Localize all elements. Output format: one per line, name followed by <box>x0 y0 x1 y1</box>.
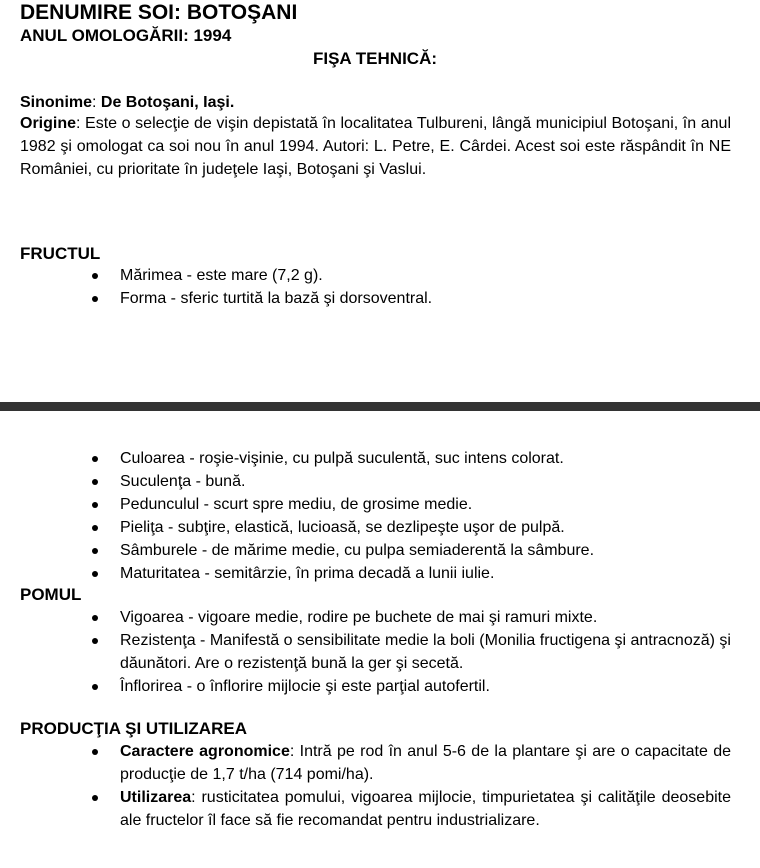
bullet-icon <box>92 749 98 755</box>
bullet-icon <box>92 638 98 644</box>
list-item: Rezistenţa - Manifestă o sensibilitate medie la boli (Monilia fructigena şi antracnoză) şi dăunători. Are o rezistenţă bună la ger şi secetă. <box>0 629 731 675</box>
fruit-section-title: FRUCTUL <box>20 244 101 263</box>
bullet-icon <box>92 684 98 690</box>
fruit-list-top <box>0 264 731 310</box>
list-item: Caractere agronomice: Intră pe rod în anul 5-6 de la plantare şi are o capacitate de producţie de 1,7 t/ha (714 pomi/ha). <box>0 740 731 786</box>
bullet-icon <box>92 615 98 621</box>
list-item: Pedunculul - scurt spre mediu, de grosime medie. <box>0 493 731 516</box>
list-item: Pieliţa - subţire, elastică, lucioasă, se dezlipeşte uşor de pulpă. <box>0 516 731 539</box>
production-list <box>0 740 731 832</box>
origin-label: Origine <box>20 115 77 132</box>
bullet-icon <box>92 525 98 531</box>
list-item: Mărimea - este mare (7,2 g). <box>0 264 731 287</box>
bullet-icon <box>92 502 98 508</box>
list-item: Maturitatea - semitârzie, în prima decadă a lunii iulie. <box>0 562 731 585</box>
synonyms-separator: : <box>92 94 101 111</box>
list-item: Suculenţa - bună. <box>0 470 731 493</box>
production-section-title: PRODUCŢIA ŞI UTILIZAREA <box>20 719 247 738</box>
bullet-icon <box>92 479 98 485</box>
page-divider <box>0 402 760 411</box>
tree-section-title: POMUL <box>20 585 82 604</box>
synonyms-value: De Botoşani, Iaşi. <box>100 94 235 111</box>
bullet-icon <box>92 273 98 279</box>
approval-year: ANUL OMOLOGĂRII: 1994 <box>20 26 232 45</box>
list-item: Culoarea - roşie-vişinie, cu pulpă suculentă, suc intens colorat. <box>0 447 731 470</box>
page-title: DENUMIRE SOI: BOTOŞANI <box>20 1 298 24</box>
list-item: Forma - sferic turtită la bază şi dorsoventral. <box>0 287 731 310</box>
bullet-icon <box>92 456 98 462</box>
bullet-icon <box>92 548 98 554</box>
fruit-list-bottom <box>0 447 731 585</box>
synonyms-label: Sinonime <box>20 94 93 111</box>
list-item: Sâmburele - de mărime medie, cu pulpa semiaderentă la sâmbure. <box>0 539 731 562</box>
technical-sheet-title: FIŞA TEHNICĂ: <box>312 49 438 68</box>
bullet-icon <box>92 571 98 577</box>
bullet-icon <box>92 296 98 302</box>
list-item: Vigoarea - vigoare medie, rodire pe buchete de mai şi ramuri mixte. <box>0 606 731 629</box>
synonyms-line <box>20 91 731 114</box>
bullet-icon <box>92 795 98 801</box>
origin-paragraph <box>20 112 731 181</box>
origin-text: : Este o selecţie de vişin depistată în localitatea Tulbureni, lângă municipiul Botoşani, în anul 1982 şi omologat ca soi nou în anul 1994. Autori: L. Petre, E. Cârdei. Acest soi este răspândit în NE României, cu prioritate în judeţele Iaşi, Botoşani şi Vaslui. <box>20 115 731 178</box>
list-item: Utilizarea: rusticitatea pomului, vigoarea mijlocie, timpurietatea şi calităţile deosebite ale fructelor îl face să fie recomandat pentru industrializare. <box>0 786 731 832</box>
tree-list <box>0 606 731 698</box>
list-item: Înflorirea - o înflorire mijlocie şi este parţial autofertil. <box>0 675 731 698</box>
